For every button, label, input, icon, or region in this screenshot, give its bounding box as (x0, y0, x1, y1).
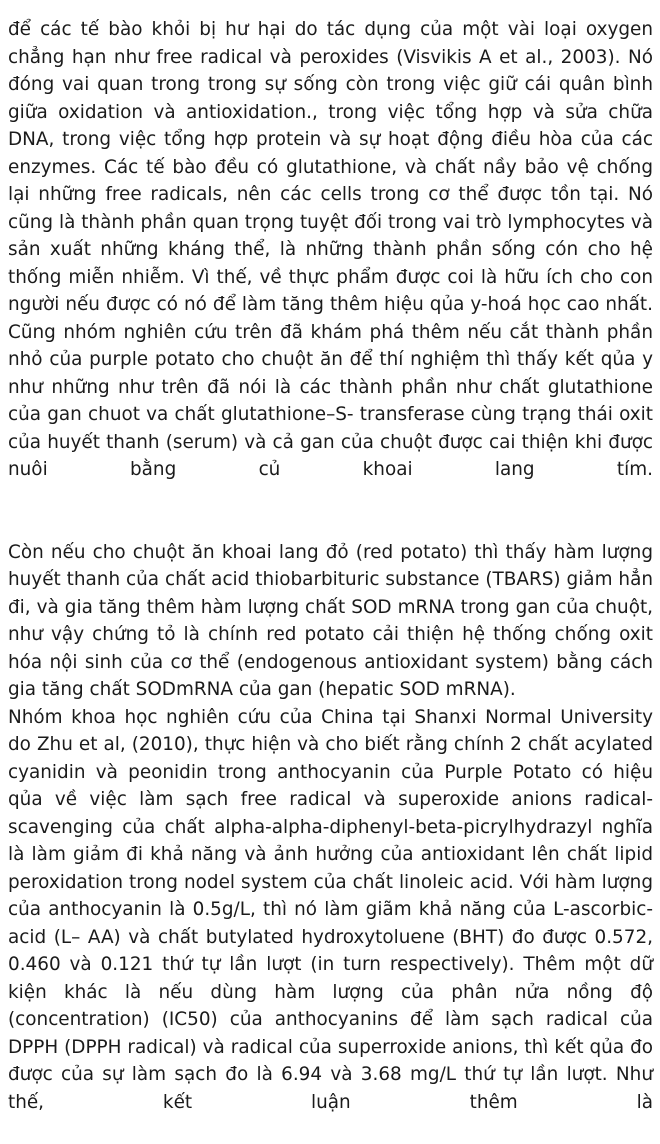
paragraph-2: Còn nếu cho chuột ăn khoai lang đỏ (red potato) thì thấy hàm lượng huyết thanh của chất acid thiobarbituric substance (TBARS) giảm hẳn đi, và gia tăng thêm hàm lượng chất SOD mRNA trong gan của chuột, như vậy chứng tỏ là chính red potato cải thiện hệ thống chống oxit hóa nội sinh của cơ thể (endogenous antioxidant system) bằng cách gia tăng chất SODmRNA của gan (hepatic SOD mRNA). (8, 541, 653, 700)
paragraph-1: để các tế bào khỏi bị hư hại do tác dụng của một vài loại oxygen chẳng hạn như free radical và peroxides (Visvikis A et al., 2003). Nó đóng vai quan trong trong sự sống còn trong việc giữ cái quân bình giữa oxidation và antioxidation., trong việc tổng hợp và sửa chữa DNA, trong việc tổng hợp protein và sự hoạt động điều hòa của các enzymes. Các tế bào đều có glutathione, và chất nầy bảo vệ chống lại những free radicals, nên các cells trong cơ thể được tồn tại. Nó cũng là thành phần quan trọng tuyệt đối trong vai trò lymphocytes và sản xuất những kháng thể, là những thành phần sống cón cho hệ thống miễn nhiễm. Vì thế, về thực phẩm được coi là hữu ích cho con người nếu được có nó để làm tăng thêm hiệu qủa y-hoá học cao nhất. Cũng nhóm nghiên cứu trên đã khám phá thêm nếu cắt thành phần nhỏ của purple potato cho chuột ăn để thí nghiệm thì thấy kết qủa y như những như trên đã nói là các thành phần như chất glutathione của gan chuot va chất glutathione–S- transferase cùng trạng thái oxit của huyết thanh (serum) và cả gan của chuột được cai thiện khi được nuôi bằng củ khoai lang tím. (8, 19, 653, 480)
document-text-body (8, 0, 653, 1144)
paragraph-spacer (8, 511, 653, 539)
paragraph-3: Nhóm khoa học nghiên cứu của China tại Shanxi Normal University do Zhu et al, (2010), thực hiện và cho biết rằng chính 2 chất acylated cyanidin và peonidin trong anthocyanin của Purple Potato có hiệu qủa về việc làm sạch free radical và superoxide anions radical-scavenging của chất alpha-alpha-diphenyl-beta-picrylhydrazyl nghĩa là làm giảm đi khả năng và ảnh hưởng của antioxidant lên chất lipid peroxidation trong nodel system của chất linoleic acid. Với hàm lượng của anthocyanin là 0.5g/L, thì nó làm giãm khả năng của L-ascorbic-acid (L– AA) và chất butylated hydroxytoluene (BHT) đo được 0.572, 0.460 và 0.121 thứ tự lần lượt (in turn respectively). Thêm một dữ kiện khác là nếu dùng hàm lượng của phân nửa nồng độ (concentration) (IC50) của anthocyanins để làm sạch radical của DPPH (DPPH radical) và radical của superroxide anions, thì kết qủa đo được của sự làm sạch đo là 6.94 và 3.68 mg/L thứ tự lần lượt. Như thế, kết luận thêm là (8, 706, 653, 1113)
